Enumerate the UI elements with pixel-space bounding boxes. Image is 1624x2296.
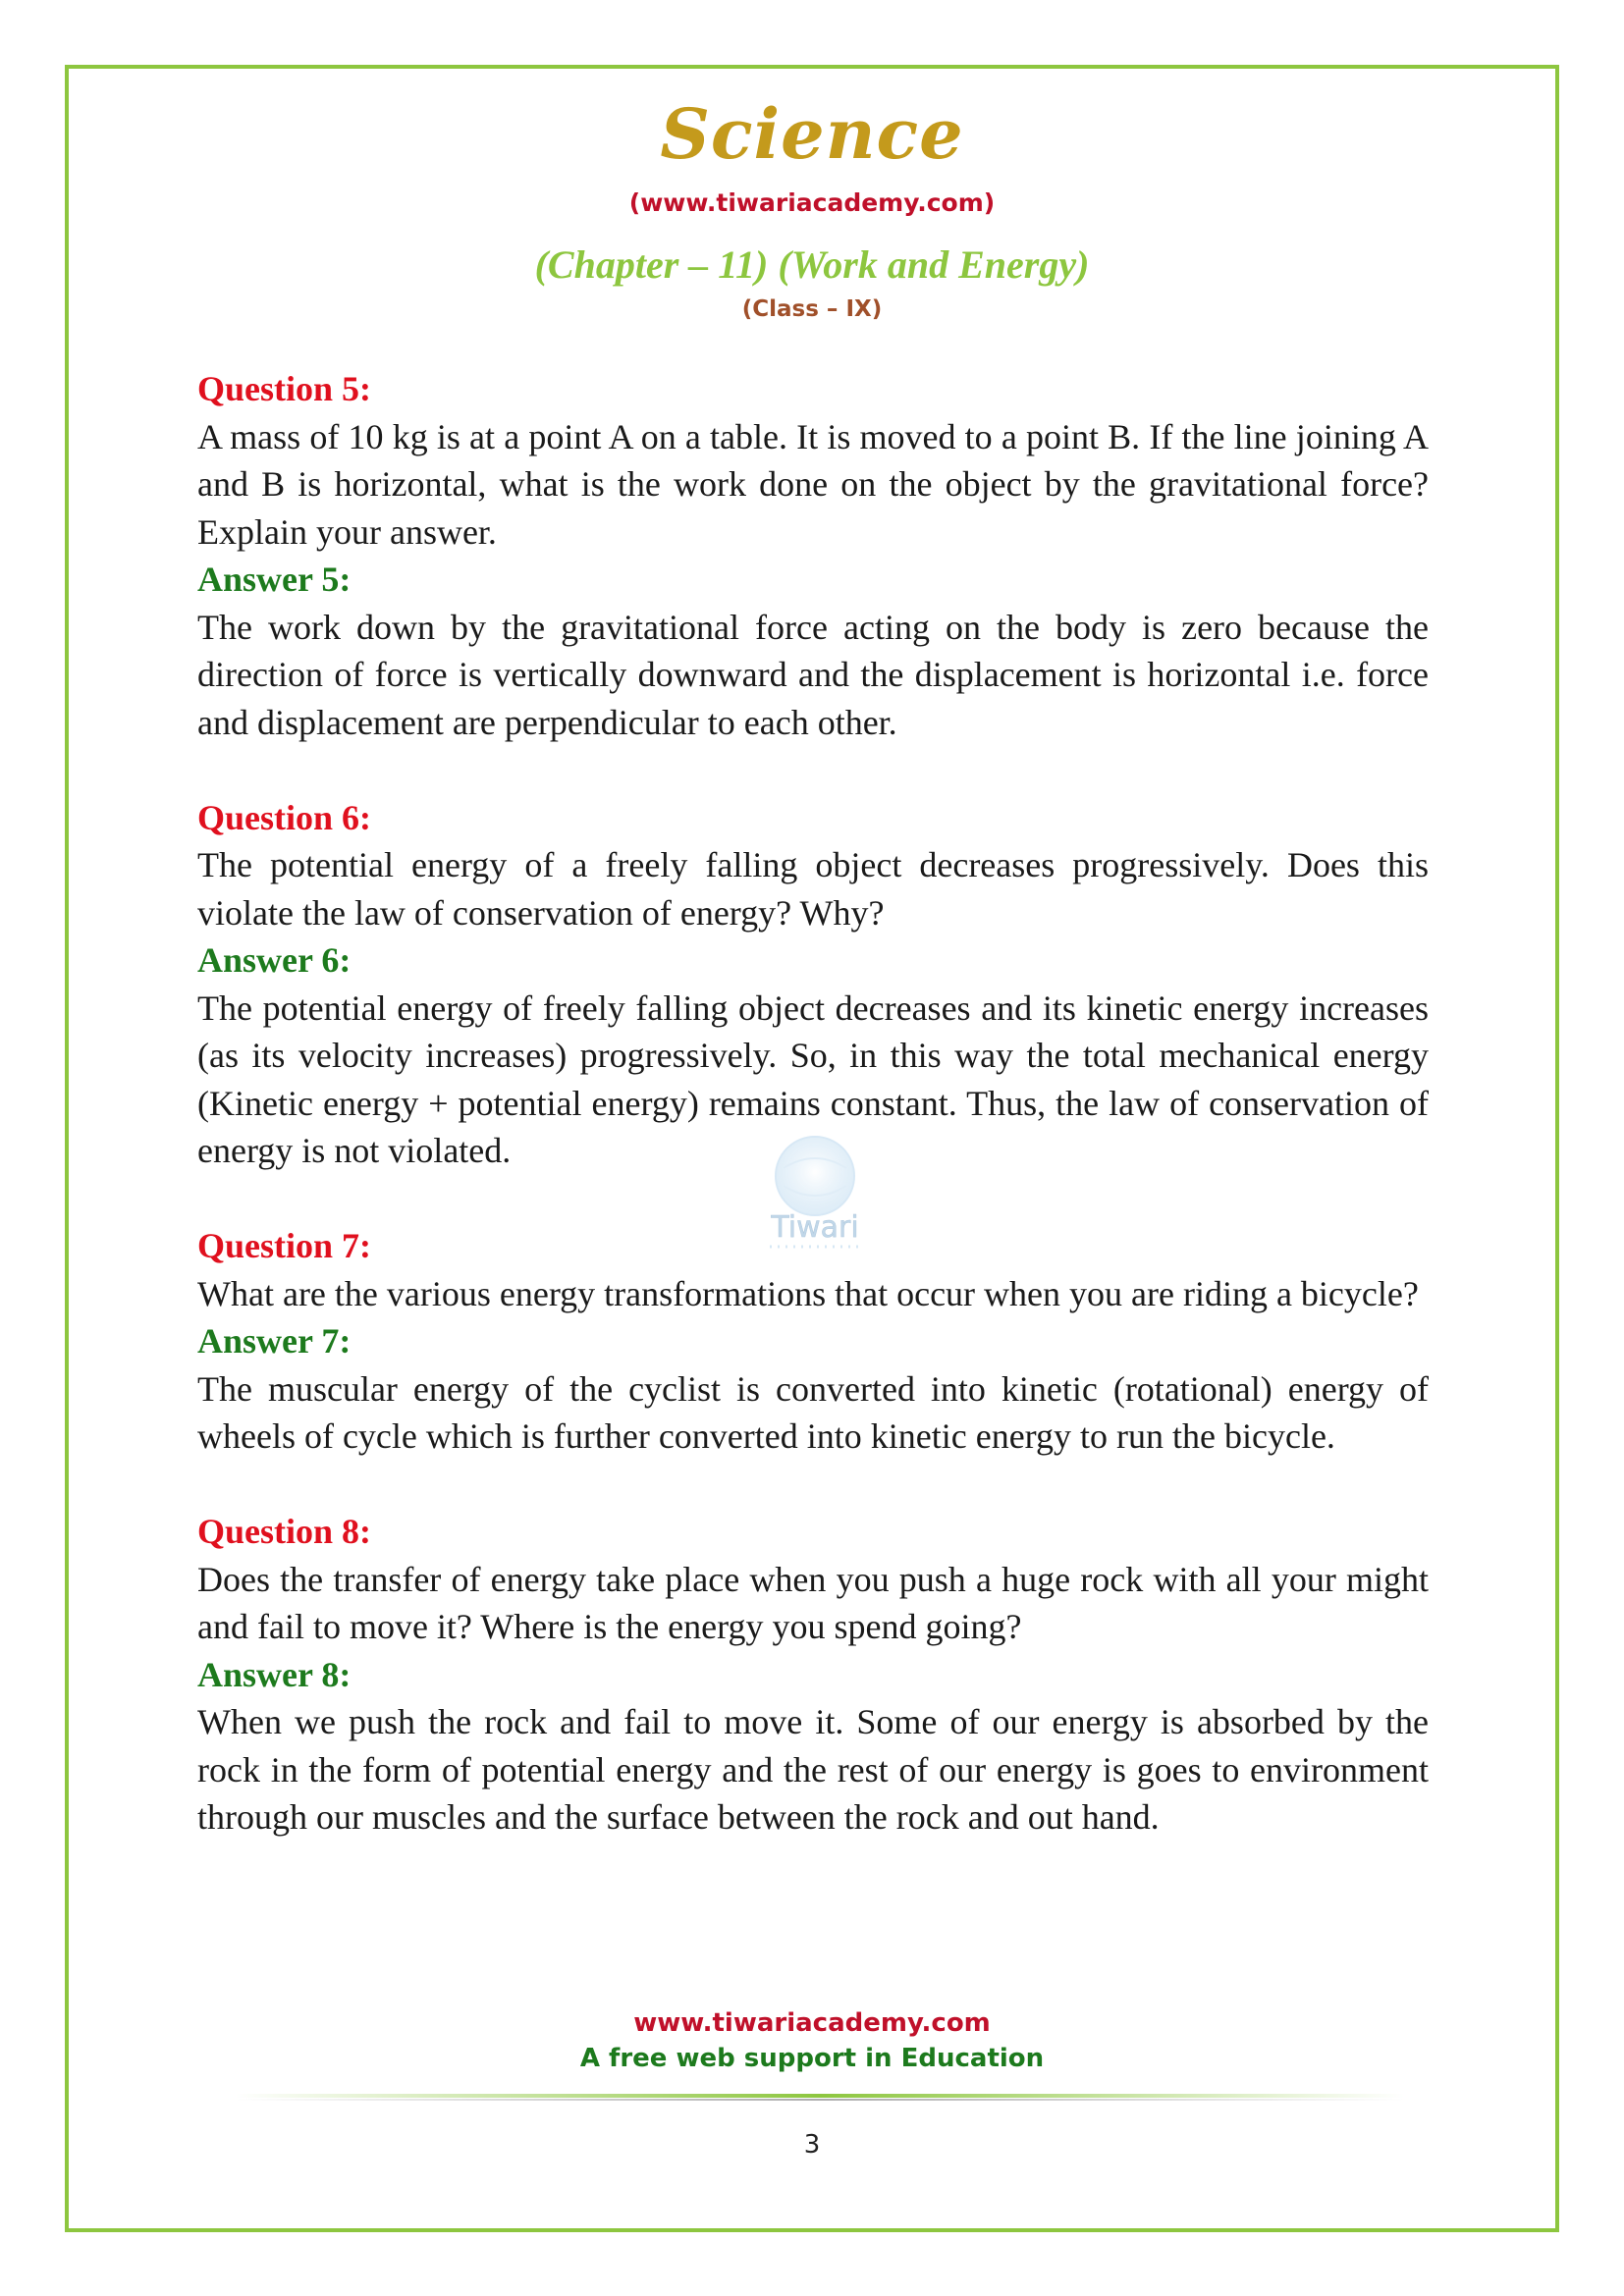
question-text: What are the various energy transformations that occur when you are riding a bicycle? (197, 1273, 1419, 1313)
page-number: 3 (803, 2130, 821, 2160)
page-title: Science (660, 93, 964, 175)
answer-text: The work down by the gravitational force acting on the body is zero because the direction of force is vertically downward and the displacement is horizontal i.e. force and displacement are perpendicular to each other. (197, 607, 1429, 742)
answer-label: Answer 5: (197, 560, 352, 599)
qa-block-7 (197, 1222, 1429, 1461)
answer-label: Answer 8: (197, 1654, 352, 1694)
answer-text: The potential energy of freely falling object decreases and its kinetic energy increases (as its velocity increases) progressively. So, in this way the total mechanical energy (Kinetic energy + potential energy) remains constant. Thus, the law of conservation of energy is not violated. (197, 988, 1429, 1170)
answer-label: Answer 6: (197, 940, 352, 980)
qa-content (197, 365, 1429, 1889)
chapter-heading: (Chapter – 11) (Work and Energy) (534, 242, 1090, 287)
question-label: Question 7: (197, 1226, 372, 1265)
answer-text: The muscular energy of the cyclist is converted into kinetic (rotational) energy of wheels of cycle which is further converted into kinetic energy to run the bicycle. (197, 1368, 1429, 1456)
footer-website[interactable]: www.tiwariacademy.com (633, 2008, 991, 2038)
footer-tagline: A free web support in Education (579, 2044, 1045, 2073)
question-text: Does the transfer of energy take place when you push a huge rock with all your might and fail to move it? Where is the energy you spend going? (197, 1559, 1429, 1646)
question-label: Question 5: (197, 369, 372, 408)
answer-label: Answer 7: (197, 1321, 352, 1361)
class-label: (Class – IX) (741, 296, 883, 322)
question-text: A mass of 10 kg is at a point A on a table. It is moved to a point B. If the line joining A and B is horizontal, what is the work done on the object by the gravitational force? Explain your answer. (197, 416, 1429, 552)
qa-block-5 (197, 365, 1429, 746)
question-label: Question 8: (197, 1512, 372, 1551)
qa-block-8 (197, 1508, 1429, 1842)
footer-divider (236, 2094, 1404, 2102)
globe-icon (776, 1137, 854, 1215)
watermark-text: Tiwari (771, 1210, 859, 1245)
question-label: Question 6: (197, 797, 372, 837)
answer-text: When we push the rock and fail to move it. Some of our energy is absorbed by the rock in the form of potential energy and the rest of our energy is goes to environment through our muscles and the surface between the rock and out hand. (197, 1702, 1429, 1837)
header-website[interactable]: (www.tiwariacademy.com) (628, 188, 996, 217)
qa-block-6 (197, 794, 1429, 1175)
tiwari-logo-watermark (756, 1129, 874, 1256)
question-text: The potential energy of a freely falling object decreases progressively. Does this violate the law of conservation of energy? Why? (197, 845, 1429, 933)
